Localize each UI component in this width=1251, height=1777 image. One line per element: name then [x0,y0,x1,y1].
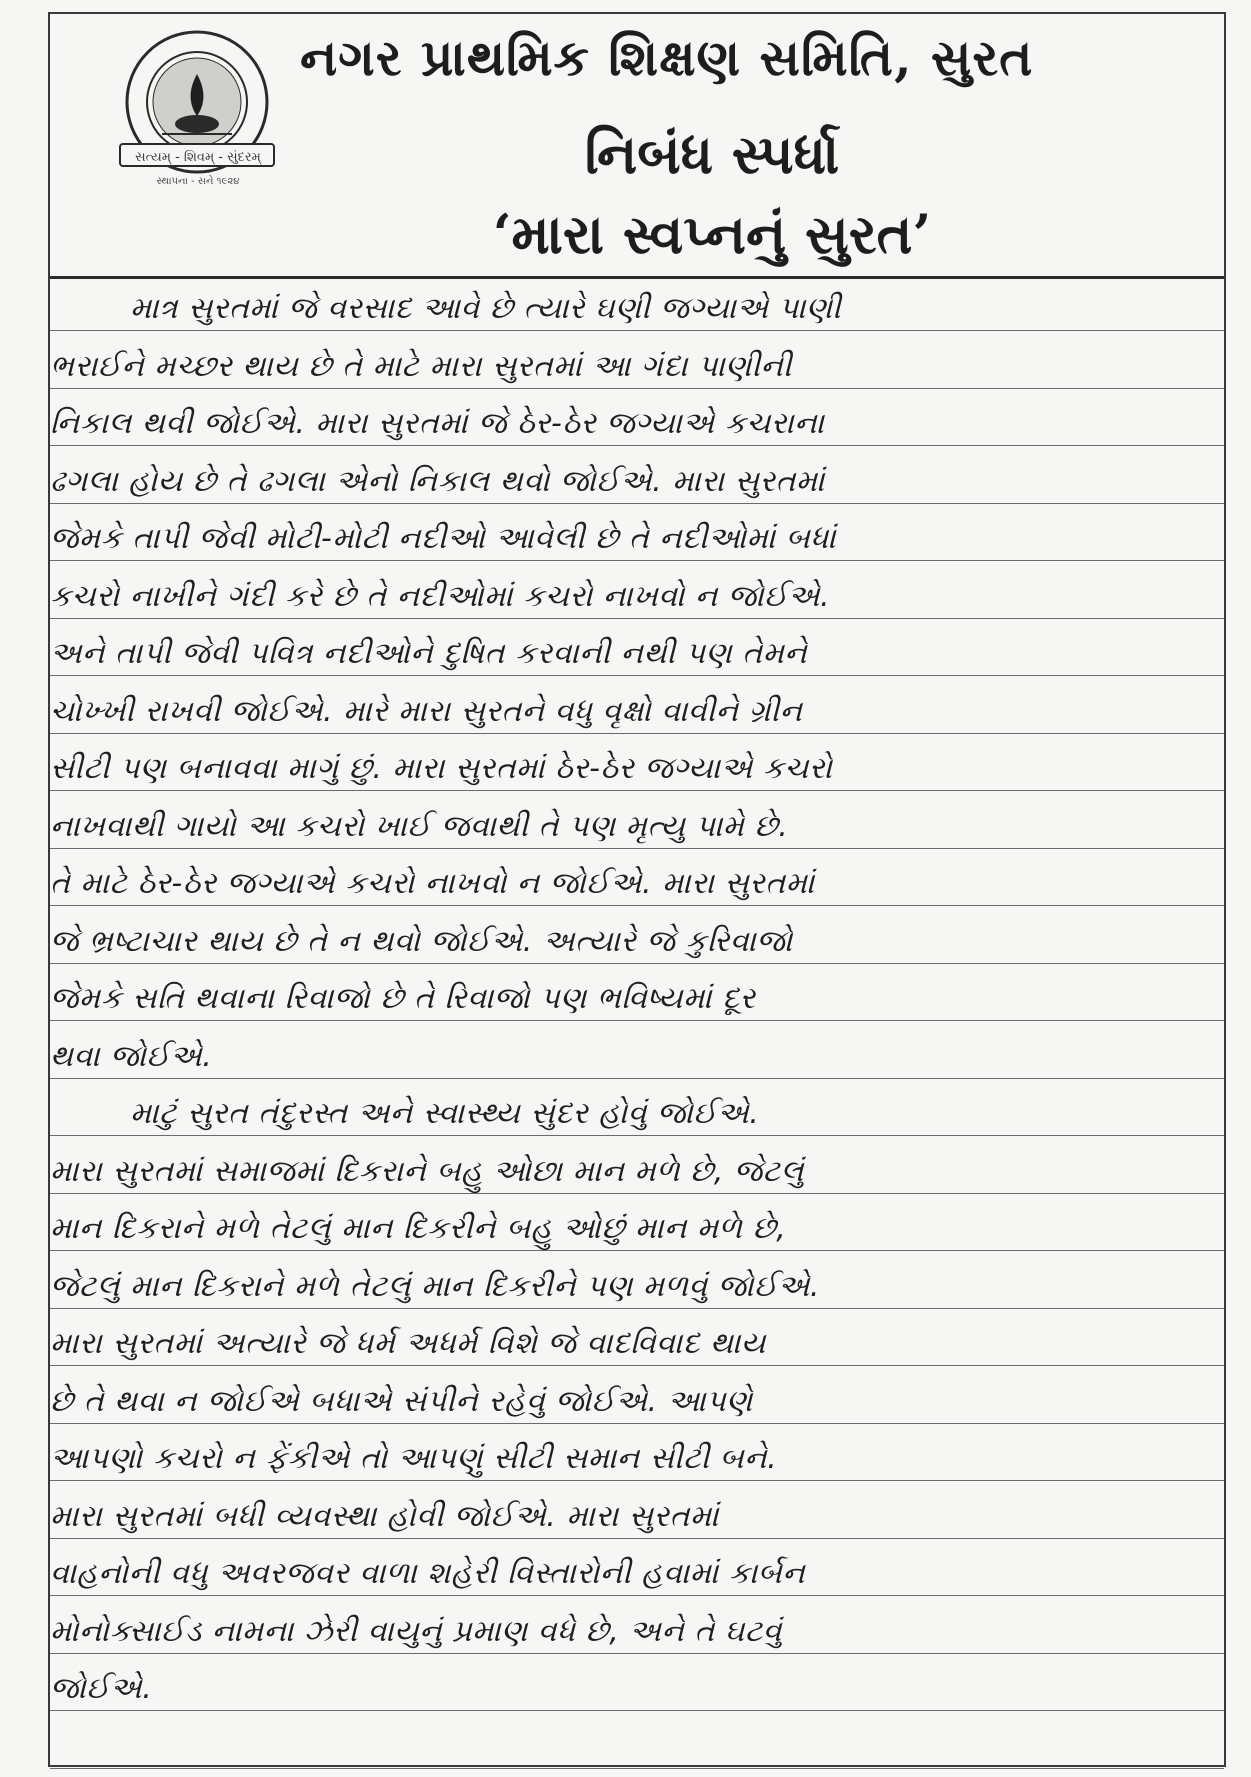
essay-line: થવા જોઈએ. [50,1038,213,1074]
essay-line: જે ભ્રષ્ટાચાર થાય છે તે ન થવો જોઈએ. અત્યારે જે કુરિવાજો [50,923,793,959]
organization-title: નગર પ્રાથમિક શિક્ષણ સમિતિ, સુરત [300,28,1034,87]
essay-line: જેમકે સતિ થવાના રિવાજો છે તે રિવાજો પણ ભવિષ્યમાં દૂર [50,981,756,1016]
essay-line: મારા સુરતમાં બધી વ્યવસ્થા હોવી જોઈએ. મારા સુરતમાં [50,1498,719,1534]
logo-established: સ્થાપના - સને ૧૯૨૪ [156,176,240,187]
essay-line: છે તે થવા ન જોઈએ બધાએ સંપીને રહેવું જોઈએ. આપણે [50,1383,753,1419]
essay-line: નાખવાથી ગાયો આ કચરો ખાઈ જવાથી તે પણ મૃત્યુ પામે છે. [50,808,789,844]
essay-line: ચોખ્ખી રાખવી જોઈએ. મારે મારા સુરતને વધુ વૃક્ષો વાવીને ગ્રીન [50,693,803,729]
essay-line: મોનોક્સાઈડ નામના ઝેરી વાયુનું પ્રમાણ વધે છે, અને તે ઘટવું [50,1613,782,1649]
essay-line: વાહનોની વધુ અવરજવર વાળા શહેરી વિસ્તારોની હવામાં કાર્બન [50,1556,806,1591]
essay-line: સીટી પણ બનાવવા માગું છું. મારા સુરતમાં ઠેર-ઠેર જગ્યાએ કચરો [50,751,833,786]
essay-line: જોઈએ. [50,1671,153,1706]
essay-line: માત્ર સુરતમાં જે વરસાદ આવે છે ત્યારે ઘણી જગ્યાએ પાણી [130,291,842,326]
header [50,14,1224,279]
essay-line: મારા સુરતમાં અત્યારે જે ધર્મ અધર્મ વિશે જે વાદવિવાદ થાય [50,1326,766,1361]
essay-topic-title: ‘મારા સ્વપ્નનું સુરત’ [492,202,932,266]
essay-line: મારા સુરતમાં સમાજમાં દિકરાને બહુ ઓછા માન મળે છે, જેટલું [50,1153,804,1189]
essay-line: કચરો નાખીને ગંદી કરે છે તે નદીઓમાં કચરો નાખવો ન જોઈએ. [50,578,831,614]
essay-line: તે માટે ઠેર-ઠેર જગ્યાએ કચરો નાખવો ન જોઈએ. મારા સુરતમાં [50,866,815,901]
ruled-line [50,1768,1224,1769]
essay-line: આપણો કચરો ન ફેંકીએ તો આપણું સીટી સમાન સીટી બને. [50,1441,778,1476]
logo-motto: સત્યમ્ - શિવમ્ - સુંદરમ્ [135,150,261,165]
essay-line: માટું સુરત તંદુરસ્ત અને સ્વાસ્થ્ય સુંદર હોવું જોઈએ. [130,1096,760,1131]
essay-line: અને તાપી જેવી પવિત્ર નદીઓને દુષિત કરવાની નથી પણ તેમને [50,636,808,671]
essay-body [50,284,1224,1764]
essay-line: ઢગલા હોય છે તે ઢગલા એનો નિકાલ થવો જોઈએ. મારા સુરતમાં [50,463,825,499]
essay-line: ભરાઈને મચ્છર થાય છે તે માટે મારા સુરતમાં આ ગંદા પાણીની [50,348,792,384]
essay-line: જેટલું માન દિકરાને મળે તેટલું માન દિકરીને પણ મળવું જોઈએ. [50,1268,820,1304]
essay-line: નિકાલ થવી જોઈએ. મારા સુરતમાં જે ઠેર-ઠેર જગ્યાએ કચરાના [50,406,825,441]
essay-line: માન દિકરાને મળે તેટલું માન દિકરીને બહુ ઓછું માન મળે છે, [50,1211,787,1246]
essay-line: જેમકે તાપી જેવી મોટી-મોટી નદીઓ આવેલી છે તે નદીઓમાં બધાં [50,521,837,556]
contest-title: નિબંધ સ્પર્ધા [584,122,840,186]
